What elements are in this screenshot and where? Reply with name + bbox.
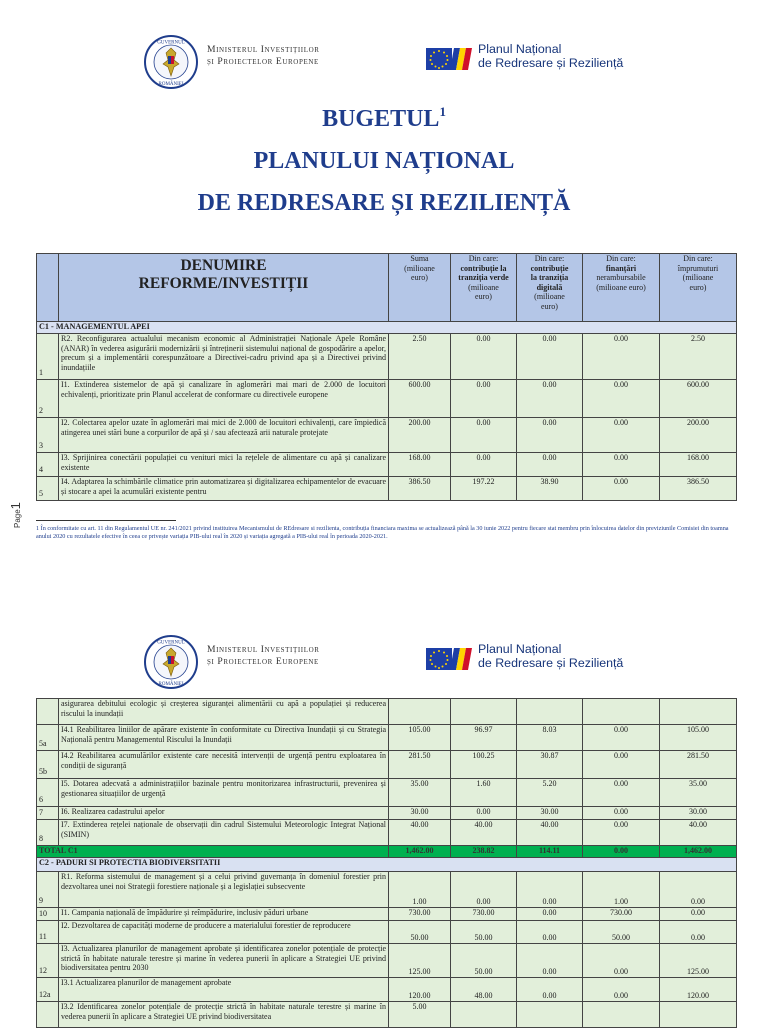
- header-finantari-nerambursabile: Din care: finanțări nerambursabile (milioane euro): [583, 254, 660, 322]
- footnote-divider: [36, 520, 176, 521]
- table-row: 11 I2. Dezvoltarea de capacități moderne de producere a materialului forestier de reproducere 50.00 50.00 0.00 50.00 0.00: [37, 921, 737, 944]
- document-title-line-3: DE REDRESARE ȘI REZILIENȚĂ: [197, 190, 571, 216]
- table-row: asigurarea debitului ecologic și creșterea siguranței alimentării cu apă a populației și reducerea riscului la inundații: [37, 699, 737, 725]
- header-denumire: DENUMIRE REFORME/INVESTIȚII: [59, 254, 389, 322]
- pnrr-line-2: de Redresare și Reziliență: [478, 656, 624, 670]
- ministry-line-2: și Proiectelor Europene: [207, 55, 319, 67]
- budget-table-page-1: [36, 253, 737, 501]
- section-title: C2 - PADURI SI PROTECTIA BIODIVERSITATII: [37, 858, 737, 872]
- pnrr-logo: [426, 42, 666, 78]
- section-row-c2: [37, 858, 737, 872]
- ministry-line-1: Ministerul Investițiilor: [207, 644, 320, 655]
- title-text: BUGETUL: [322, 106, 440, 132]
- table-row: 12a I3.1 Actualizarea planurilor de management aprobate 120.00 48.00 0.00 0.00 120.00: [37, 978, 737, 1002]
- section-row-c1: [37, 322, 737, 334]
- page-header: [0, 34, 768, 94]
- svg-text:ROMÂNIEI: ROMÂNIEI: [158, 82, 184, 87]
- table-row: 12 I3. Actualizarea planurilor de management aprobate și identificarea zonelor potențiale de protecție strictă în habitate naturale terestre și marine în vederea punerii în aplicare a Strategiei UE privind biodiversitatea pentru 2030 125.00 50.00 0.00 0.00 125.00: [37, 944, 737, 978]
- total-row-c1: TOTAL C1 1,462.00 238.82 114.11 0.00 1,462.00: [37, 846, 737, 858]
- ministry-name: [207, 644, 320, 667]
- table-row: 5b I4.2 Reabilitarea acumulărilor existente care necesită intervenții de urgență pentru exploatarea în condiții de siguranță 281.50 100.25 30.87 0.00 281.50: [37, 751, 737, 779]
- document-page-2: [0, 620, 768, 1024]
- eu-romania-flag-icon: [426, 44, 474, 74]
- table-row: 10 I1. Campania națională de împădurire și reîmpădurire, inclusiv păduri urbane 730.00 730.00 0.00 730.00 0.00: [37, 908, 737, 921]
- table-row: 5 I4. Adaptarea la schimbările climatice prin automatizarea și digitalizarea echipamentelor de evacuare și stocare a apei la acumulări existente pentru 386.50 197.22 38.90 0.00 386.50: [37, 477, 737, 501]
- table-row: 7 I6. Realizarea cadastrului apelor 30.00 0.00 30.00 0.00 30.00: [37, 807, 737, 820]
- table-row: 5a I4.1 Reabilitarea liniilor de apărare existente în conformitate cu Directiva Inundații și cu Strategia Națională pentru Managementul Riscului la Inundații 105.00 96.97 8.03 0.00 105.00: [37, 725, 737, 751]
- document-title-line-1: [0, 106, 768, 133]
- header-tranzitie-digitala: Din care: contribuție la tranziția digitală (milioane euro): [517, 254, 583, 322]
- pnrr-logo: [426, 642, 666, 678]
- page-label: Page1: [8, 502, 23, 528]
- pnrr-title: [478, 42, 623, 70]
- table-row: 6 I5. Dotarea adecvată a administrațiilor bazinale pentru monitorizarea infrastructurii, prevenirea și gestionarea situațiilor de urgență 35.00 1.60 5.20 0.00 35.00: [37, 779, 737, 807]
- total-label: TOTAL C1: [37, 846, 389, 858]
- table-row: 1 R2. Reconfigurarea actualului mecanism economic al Administrației Naționale Apele Române (ANAR) în vederea asigurării modernizării și întreținerii sistemului național de gospodărire a apelor, precum și a implementării corespunzătoare a Directivei-cadru privind apa și a Directivei privind inundațiile 2.50 0.00 0.00 0.00 2.50: [37, 334, 737, 380]
- ministry-line-1: Ministerul Investițiilor: [207, 44, 320, 55]
- eu-romania-flag-icon: [426, 644, 474, 674]
- romanian-government-crest-icon: [143, 34, 199, 90]
- page-gap: [0, 572, 768, 620]
- document-title-line-2: PLANULUI NAȚIONAL: [253, 148, 515, 174]
- table-row: 3 I2. Colectarea apelor uzate în aglomerări mai mici de 2.000 de locuitori echivalenți, care împiedică atingerea unei stări bune a corpurilor de apă și / sau afectează arii naturale protejate 200.00 0.00 0.00 0.00 200.00: [37, 418, 737, 453]
- ministry-name: [207, 44, 320, 67]
- svg-text:ROMÂNIEI: ROMÂNIEI: [158, 682, 184, 687]
- footnote: 1 În conformitate cu art. 11 din Regulamentul UE nr. 241/2021 privind instituirea Mecanismului de REdresare si rezilienta, contribuția financiara maxima se actualizează până la 30 iunie 2022 pentru fiecare stat membru prin înlocuirea datelor din previziunile Comisiei din toamna anului 2020 cu rezultatele efective în ceea ce privește variația PIB-ului real în 2020 și variația agregată a PIB-ului real în perioada 2020-2021.: [36, 525, 729, 540]
- page-header: [0, 634, 768, 694]
- ministry-line-2: și Proiectelor Europene: [207, 655, 319, 667]
- section-title: C1 - MANAGEMENTUL APEI: [37, 322, 737, 334]
- table-row: I3.2 Identificarea zonelor potențiale de protecție strictă în habitate naturale terestre și marine în vederea punerii în aplicare a Strategiei UE privind biodiversitatea 5.00: [37, 1002, 737, 1028]
- pnrr-line-1: Planul Național: [478, 42, 562, 56]
- header-suma: Suma (milioane euro): [389, 254, 451, 322]
- budget-table-page-2: [36, 698, 737, 1028]
- page-number: 1: [8, 502, 23, 510]
- pnrr-title: [478, 642, 623, 670]
- svg-text:GUVERNUL: GUVERNUL: [157, 40, 185, 46]
- pnrr-line-2: de Redresare și Reziliență: [478, 56, 624, 70]
- romanian-government-crest-icon: [143, 634, 199, 690]
- svg-text:GUVERNUL: GUVERNUL: [157, 640, 185, 646]
- table-row: 4 I3. Sprijinirea conectării populației cu venituri mici la rețelele de alimentare cu apă și canalizare existente 168.00 0.00 0.00 0.00 168.00: [37, 453, 737, 477]
- header-tranzitie-verde: Din care: contribuție la tranziția verde (milioane euro): [451, 254, 517, 322]
- table-row: 2 I1. Extinderea sistemelor de apă și canalizare în aglomerări mai mari de 2.000 de locuitori echivalenți, prioritizate prin Planul accelerat de conformare cu directivele europene 600.00 0.00 0.00 0.00 600.00: [37, 380, 737, 418]
- footnote-ref: 1: [439, 104, 446, 119]
- table-row: 9 R1. Reforma sistemului de management și a celui privind guvernanța în domeniul forestier prin dezvoltarea unei noi Strategii forestiere naționale și a legislației subsecvente 1.00 0.00 0.00 1.00 0.00: [37, 872, 737, 908]
- table-row: 8 I7. Extinderea rețelei naționale de observații din cadrul Sistemului Meteorologic Integrat Național (SIMIN) 40.00 40.00 40.00 0.00 40.00: [37, 820, 737, 846]
- header-imprumuturi: Din care: împrumuturi (milioane euro): [660, 254, 737, 322]
- table-header-row: [37, 254, 737, 322]
- pnrr-line-1: Planul Național: [478, 642, 562, 656]
